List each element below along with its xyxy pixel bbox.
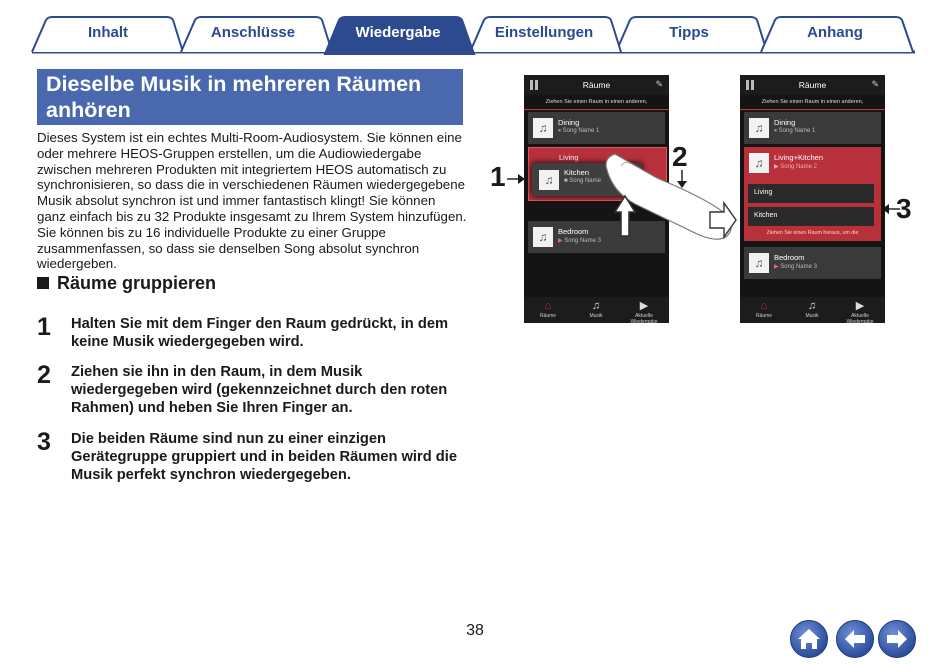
room-dining[interactable] <box>744 112 881 144</box>
footer-label: Aktuelle Wiedergabe <box>846 313 874 323</box>
play-icon: ▶ <box>639 300 649 312</box>
page-number: 38 <box>466 622 484 639</box>
callout-1: 1 <box>490 161 506 192</box>
room-song-text: Song Name 1 <box>778 128 816 134</box>
footer-label: Räume <box>539 313 557 319</box>
forward-button[interactable] <box>878 620 916 658</box>
room-group-living-kitchen[interactable] <box>744 147 881 241</box>
room-name: Living+Kitchen <box>774 153 823 162</box>
footer-now-playing[interactable] <box>840 299 880 323</box>
room-song-text: Song Name <box>569 178 601 184</box>
footer-label: Aktuelle Wiedergabe <box>630 313 658 323</box>
room-bedroom[interactable] <box>744 247 881 279</box>
footer-label: Musik <box>805 313 819 319</box>
step-number: 2 <box>37 361 51 389</box>
room-name: Living <box>754 189 773 196</box>
home-button[interactable] <box>790 620 828 658</box>
section-heading <box>37 273 216 294</box>
group-member-living[interactable] <box>748 184 874 203</box>
footer-label: Musik <box>589 313 603 319</box>
music-note-icon: ♫ <box>539 170 559 190</box>
intro-paragraph: Dieses System ist ein echtes Multi-Room-Audiosystem. Sie können eine oder mehrere HEOS-Gruppen erstellen, um die Audiowiedergabe zwischen mehreren Produkten mit integriertem HEOS automatisch zu synchronisieren, so dass die in verschiedenen Räumen wiedergegebene Musik absolut synchron ist und immer fantastisch klingt! Sie können ganz einfach bis zu 32 Produkte insgesamt zu Ihrem System hinzufügen. Sie können bis zu 16 individuelle Produkte zu einer Gruppe zusammenfassen, so dass sie denselben Song absolut synchron wiedergeben. <box>37 130 467 272</box>
square-bullet-icon <box>37 277 49 289</box>
footer-rooms[interactable] <box>744 299 784 319</box>
home-icon: ⌂ <box>544 300 552 312</box>
room-song-text: Song Name 1 <box>562 128 600 134</box>
page-title-box <box>37 69 463 125</box>
room-song-text: Song Name 2 <box>780 164 817 170</box>
room-song: ⏸ Song Name 1 <box>774 128 816 134</box>
back-button[interactable] <box>836 620 874 658</box>
music-note-icon: ♫ <box>749 253 769 273</box>
tab-bar <box>0 0 950 56</box>
tab-inhalt[interactable]: Inhalt <box>88 24 128 41</box>
back-arrow-icon <box>837 621 873 657</box>
music-note-icon: ♫ <box>533 118 553 138</box>
screen-footer <box>524 297 669 323</box>
tab-anhang[interactable]: Anhang <box>807 24 863 41</box>
pencil-icon: ✎ <box>871 79 879 89</box>
room-name: Living <box>559 153 579 162</box>
step-text: Halten Sie mit dem Finger den Raum gedrückt, in dem keine Musik wiedergegeben wird. <box>71 316 449 350</box>
room-name: Bedroom <box>558 227 589 236</box>
music-note-icon: ♫ <box>591 300 601 312</box>
step-text: Die beiden Räume sind nun zu einer einzigen Gerätegruppe gruppiert und in beiden Räumen wird die Musik perfekt synchron wiedergegeben. <box>71 431 457 483</box>
footer-now-playing[interactable] <box>624 299 664 323</box>
room-name: Dining <box>774 118 796 127</box>
group-member-kitchen[interactable] <box>748 207 874 226</box>
room-name: Kitchen <box>754 212 778 219</box>
step-text: Ziehen sie ihn in den Raum, in dem Musik wiedergegeben wird (gekennzeichnet durch den roten Rahmen) und heben Sie Ihren Finger an. <box>71 364 448 416</box>
room-song: ▶ Song Name 3 <box>774 264 817 270</box>
music-note-icon: ♫ <box>533 227 553 247</box>
forward-arrow-icon <box>879 621 915 657</box>
right-arrow-icon <box>507 173 527 185</box>
footer-music[interactable] <box>792 299 832 319</box>
tab-wiedergabe[interactable]: Wiedergabe <box>355 24 441 41</box>
room-song: ⏸ Song Name 1 <box>558 128 600 134</box>
screen-footer <box>740 297 885 323</box>
pencil-icon: ✎ <box>655 79 663 89</box>
drag-hint: Ziehen Sie einen Raum in einen anderen, <box>524 95 669 110</box>
screen-header <box>524 75 669 95</box>
group-hint: Ziehen Sie einen Raum heraus, um die <box>766 230 859 236</box>
room-song: ▶ Song Name 2 <box>774 164 817 170</box>
room-song-text: Song Name 3 <box>564 238 601 244</box>
room-name: Kitchen <box>564 168 590 177</box>
footer-label: Räume <box>755 313 773 319</box>
callout-3: 3 <box>896 193 912 224</box>
tab-tipps[interactable]: Tipps <box>669 24 709 41</box>
section-heading-text: Räume gruppieren <box>57 273 217 293</box>
down-arrow-icon <box>676 170 688 190</box>
music-note-icon: ♫ <box>749 153 769 173</box>
home-icon <box>791 621 827 657</box>
room-song: ▶ Song Name 3 <box>558 238 601 244</box>
footer-rooms[interactable] <box>528 299 568 319</box>
next-step-arrow-icon <box>708 200 738 240</box>
footer-music[interactable] <box>576 299 616 319</box>
room-song: ■ Song Name <box>564 178 601 184</box>
page-title: Dieselbe Musik in mehreren Räumen anhören <box>46 72 422 122</box>
step-number: 3 <box>37 428 51 456</box>
screen-title: Räume <box>582 80 611 90</box>
room-name: Bedroom <box>774 253 805 262</box>
music-note-icon: ♫ <box>749 118 769 138</box>
screen-title: Räume <box>798 80 827 90</box>
tab-anschluesse[interactable]: Anschlüsse <box>210 24 296 41</box>
callout-2: 2 <box>672 141 688 172</box>
room-name: Dining <box>558 118 580 127</box>
screen-header <box>740 75 885 95</box>
step-number: 1 <box>37 313 51 341</box>
tab-einstellungen[interactable]: Einstellungen <box>494 24 594 41</box>
drag-hint: Ziehen Sie einen Raum in einen anderen, <box>740 95 885 110</box>
room-song-text: Song Name 3 <box>780 264 817 270</box>
play-icon: ▶ <box>855 300 865 312</box>
music-note-icon: ♫ <box>807 300 817 312</box>
home-icon: ⌂ <box>760 300 768 312</box>
phone-screen-after <box>740 75 885 323</box>
